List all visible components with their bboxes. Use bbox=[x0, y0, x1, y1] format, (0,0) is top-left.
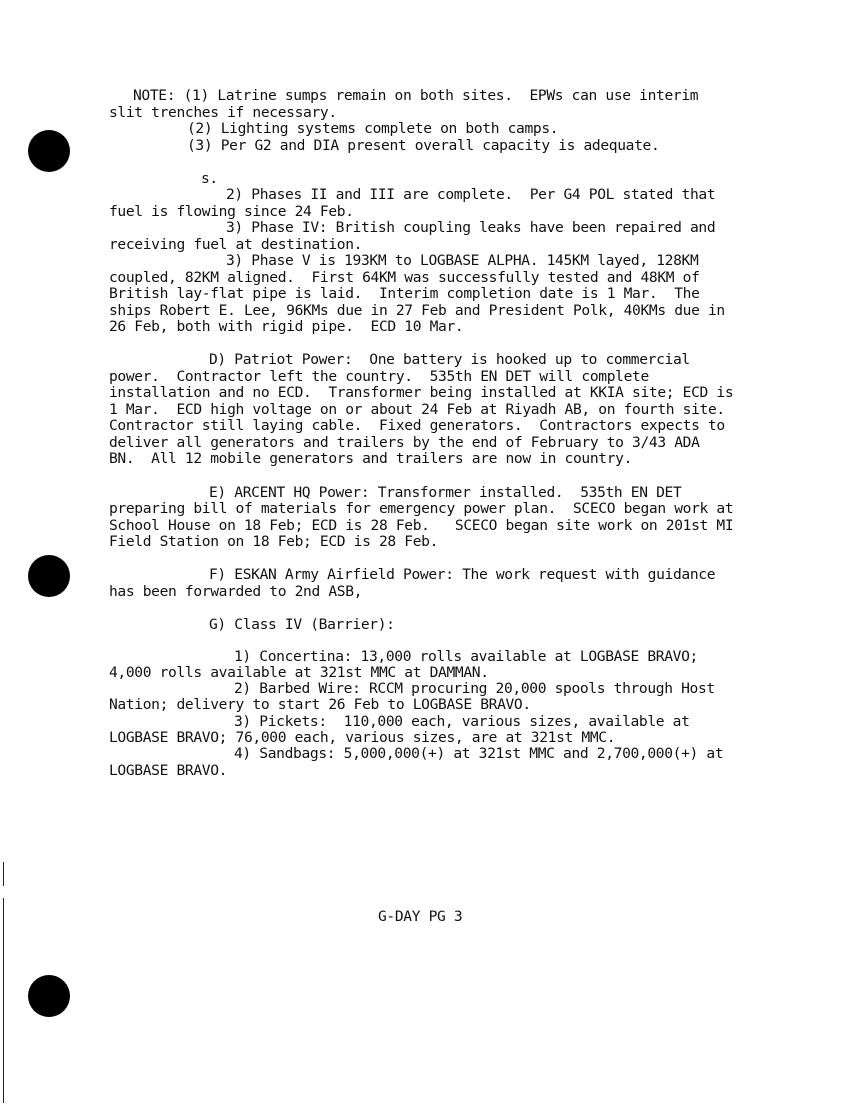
paragraph-line: 1 Mar. ECD high voltage on or about 24 Feb at Riyadh AB, on fourth site. bbox=[109, 401, 725, 418]
paragraph-line: Field Station on 18 Feb; ECD is 28 Feb. bbox=[109, 533, 439, 550]
punch-hole-middle bbox=[28, 555, 70, 597]
note-line: (3) Per G2 and DIA present overall capacity is adequate. bbox=[187, 137, 660, 154]
punch-hole-bottom bbox=[28, 975, 70, 1017]
note-line: NOTE: (1) Latrine sumps remain on both sites. EPWs can use interim bbox=[133, 87, 699, 104]
note-line: (2) Lighting systems complete on both camps. bbox=[187, 120, 559, 137]
paragraph-line: F) ESKAN Army Airfield Power: The work request with guidance bbox=[209, 566, 716, 583]
edge-mark-lower bbox=[3, 898, 4, 1103]
paragraph-line: British lay-flat pipe is laid. Interim completion date is 1 Mar. The bbox=[109, 285, 700, 302]
paragraph-line: E) ARCENT HQ Power: Transformer installed. 535th EN DET bbox=[209, 484, 682, 501]
paragraph-line: 4,000 rolls available at 321st MMC at DAMMAN. bbox=[109, 664, 489, 681]
paragraph-line: 2) Phases II and III are complete. Per G4 POL stated that bbox=[226, 186, 716, 203]
paragraph-line: coupled, 82KM aligned. First 64KM was successfully tested and 48KM of bbox=[109, 269, 700, 286]
paragraph-line: 3) Phase IV: British coupling leaks have been repaired and bbox=[226, 219, 716, 236]
paragraph-line: 4) Sandbags: 5,000,000(+) at 321st MMC and 2,700,000(+) at bbox=[234, 745, 724, 762]
paragraph-line: 3) Phase V is 193KM to LOGBASE ALPHA. 145KM layed, 128KM bbox=[226, 252, 699, 269]
punch-hole-top bbox=[28, 130, 70, 172]
paragraph-line: power. Contractor left the country. 535th EN DET will complete bbox=[109, 368, 649, 385]
section-heading: s. bbox=[201, 170, 218, 187]
paragraph-line: ships Robert E. Lee, 96KMs due in 27 Feb and President Polk, 40KMs due in bbox=[109, 302, 725, 319]
paragraph-line: Contractor still laying cable. Fixed generators. Contractors expects to bbox=[109, 417, 725, 434]
paragraph-line: receiving fuel at destination. bbox=[109, 236, 363, 253]
paragraph-line: installation and no ECD. Transformer being installed at KKIA site; ECD is bbox=[109, 384, 734, 401]
paragraph-line: fuel is flowing since 24 Feb. bbox=[109, 203, 354, 220]
paragraph-line: LOGBASE BRAVO; 76,000 each, various sizes, are at 321st MMC. bbox=[109, 729, 616, 746]
paragraph-line: 2) Barbed Wire: RCCM procuring 20,000 spools through Host bbox=[234, 680, 715, 697]
edge-mark-upper bbox=[3, 862, 4, 886]
paragraph-line: Nation; delivery to start 26 Feb to LOGBASE BRAVO. bbox=[109, 696, 531, 713]
paragraph-line: deliver all generators and trailers by the end of February to 3/43 ADA bbox=[109, 434, 700, 451]
paragraph-line: School House on 18 Feb; ECD is 28 Feb. SCECO began site work on 201st MI bbox=[109, 517, 734, 534]
paragraph-line: 1) Concertina: 13,000 rolls available at LOGBASE BRAVO; bbox=[234, 648, 698, 665]
note-line: slit trenches if necessary. bbox=[109, 104, 337, 121]
paragraph-line: has been forwarded to 2nd ASB, bbox=[109, 583, 363, 600]
paragraph-line: BN. All 12 mobile generators and trailers are now in country. bbox=[109, 450, 633, 467]
paragraph-line: preparing bill of materials for emergency power plan. SCECO began work at bbox=[109, 500, 734, 517]
page-footer: G-DAY PG 3 bbox=[378, 908, 463, 925]
paragraph-line: 26 Feb, both with rigid pipe. ECD 10 Mar. bbox=[109, 318, 464, 335]
paragraph-line: 3) Pickets: 110,000 each, various sizes, available at bbox=[234, 713, 690, 730]
section-heading: G) Class IV (Barrier): bbox=[209, 616, 395, 633]
paragraph-line: D) Patriot Power: One battery is hooked up to commercial bbox=[209, 351, 690, 368]
paragraph-line: LOGBASE BRAVO. bbox=[109, 762, 228, 779]
